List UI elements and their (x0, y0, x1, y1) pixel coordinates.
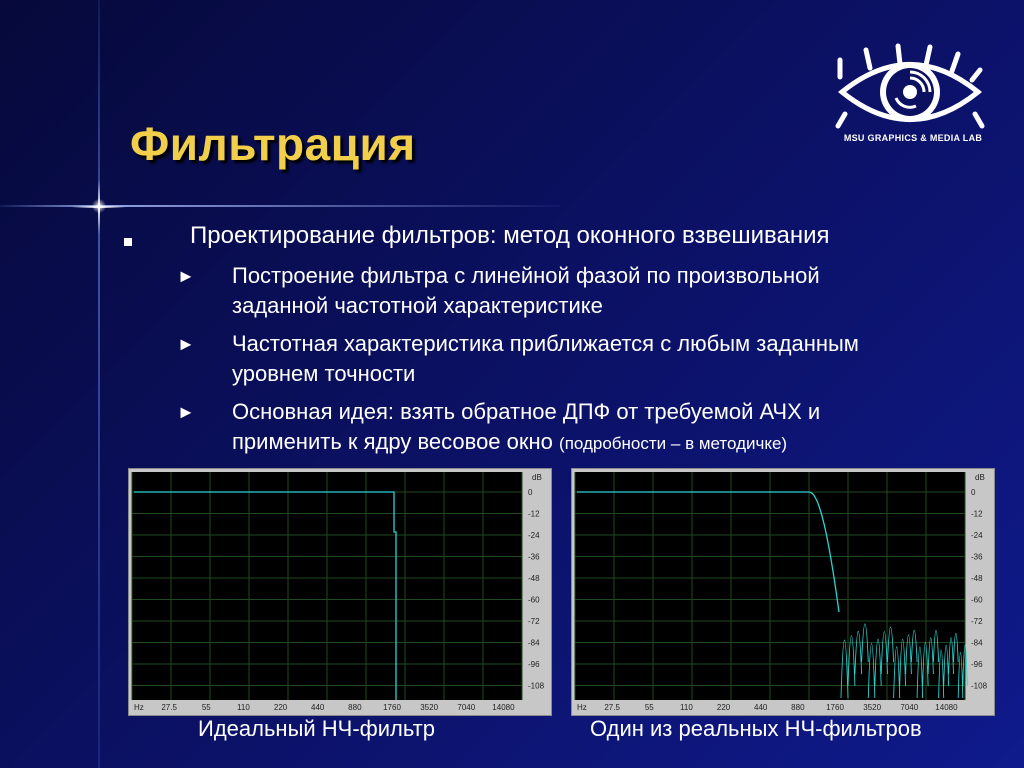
y-tick-label: -24 (528, 531, 540, 540)
y-tick-label: -60 (528, 595, 540, 605)
y-tick-label: -36 (971, 552, 983, 562)
y-tick-label: -72 (971, 617, 983, 626)
x-tick-label: 55 (201, 703, 211, 712)
ideal-filter-plot-svg (129, 469, 551, 715)
x-tick-label: 1760 (826, 703, 844, 712)
main-bullet-text: Проектирование фильтров: метод оконного взвешивания (190, 222, 830, 249)
y-tick-label: -24 (971, 531, 983, 540)
logo-caption: MSU GRAPHICS & MEDIA LAB (843, 133, 983, 143)
x-tick-label: 3520 (863, 703, 882, 712)
y-tick-label: -60 (971, 595, 983, 605)
sub-bullet-1-line2: заданной частотной характеристике (232, 293, 603, 318)
x-unit-label: Hz (577, 703, 587, 712)
x-tick-label: 14080 (935, 703, 958, 712)
y-tick-label: 0 (971, 488, 976, 497)
x-tick-label: 110 (680, 703, 693, 712)
y-unit-label: dB (975, 473, 985, 482)
x-tick-label: 7040 (457, 703, 476, 712)
sub-bullet-2 (232, 329, 992, 389)
x-tick-label: 14080 (492, 703, 515, 712)
bullet-square-icon (124, 238, 132, 246)
plot-ideal-lowpass (128, 468, 552, 716)
sub-bullet-3-line2-wrap (232, 427, 992, 459)
plot-real-lowpass (571, 468, 995, 716)
y-tick-label: 0 (528, 488, 533, 497)
y-tick-label: -96 (528, 660, 540, 669)
sparkle-glow (92, 199, 106, 213)
caption-real-filter: Один из реальных НЧ-фильтров (590, 716, 922, 741)
x-tick-label: 220 (716, 703, 731, 712)
sub-bullet-2-line2: уровнем точности (232, 361, 416, 386)
arrow-right-icon: ► (177, 402, 195, 422)
sub-bullet-3-line1: Основная идея: взять обратное ДПФ от требуемой АЧХ и (232, 399, 821, 424)
sub-bullet-2-line1: Частотная характеристика приближается с любым заданным (232, 331, 859, 356)
sub-bullet-1 (232, 261, 992, 321)
y-tick-label: -48 (971, 574, 983, 583)
sub-bullet-3 (232, 397, 992, 459)
x-tick-label: 7040 (900, 703, 919, 712)
x-unit-label: Hz (134, 703, 144, 712)
arrow-right-icon: ► (177, 266, 195, 286)
x-tick-label: 110 (237, 703, 250, 712)
sub-bullet-3-line2: применить к ядру весовое окно (232, 429, 553, 454)
caption-ideal-filter: Идеальный НЧ-фильтр (198, 716, 435, 741)
x-tick-label: 27.5 (161, 703, 177, 712)
slide-title: Фильтрация (130, 118, 416, 170)
sub-bullet-1-line1: Построение фильтра с линейной фазой по произвольной (232, 263, 820, 288)
x-tick-label: 220 (273, 703, 288, 712)
sub-bullet-3-note: (подробности – в методичке) (559, 434, 788, 453)
arrow-right-icon: ► (177, 334, 195, 354)
y-tick-label: -12 (528, 509, 540, 519)
y-tick-label: -108 (528, 681, 545, 691)
y-tick-label: -96 (971, 660, 983, 669)
y-tick-label: -108 (971, 681, 988, 691)
x-tick-label: 3520 (420, 703, 439, 712)
x-tick-label: 1760 (383, 703, 401, 712)
y-unit-label: dB (532, 473, 542, 482)
x-tick-label: 880 (791, 703, 805, 712)
y-tick-label: -72 (528, 617, 540, 626)
x-tick-label: 440 (311, 703, 325, 712)
y-tick-label: -84 (528, 638, 540, 648)
x-tick-label: 880 (348, 703, 362, 712)
x-tick-label: 440 (754, 703, 768, 712)
x-tick-label: 27.5 (604, 703, 620, 712)
real-filter-plot-svg (572, 469, 994, 715)
y-tick-label: -36 (528, 552, 540, 562)
y-tick-label: -12 (971, 509, 983, 519)
x-tick-label: 55 (644, 703, 654, 712)
y-tick-label: -48 (528, 574, 540, 583)
decor-vertical-line (98, 0, 100, 768)
y-tick-label: -84 (971, 638, 983, 648)
